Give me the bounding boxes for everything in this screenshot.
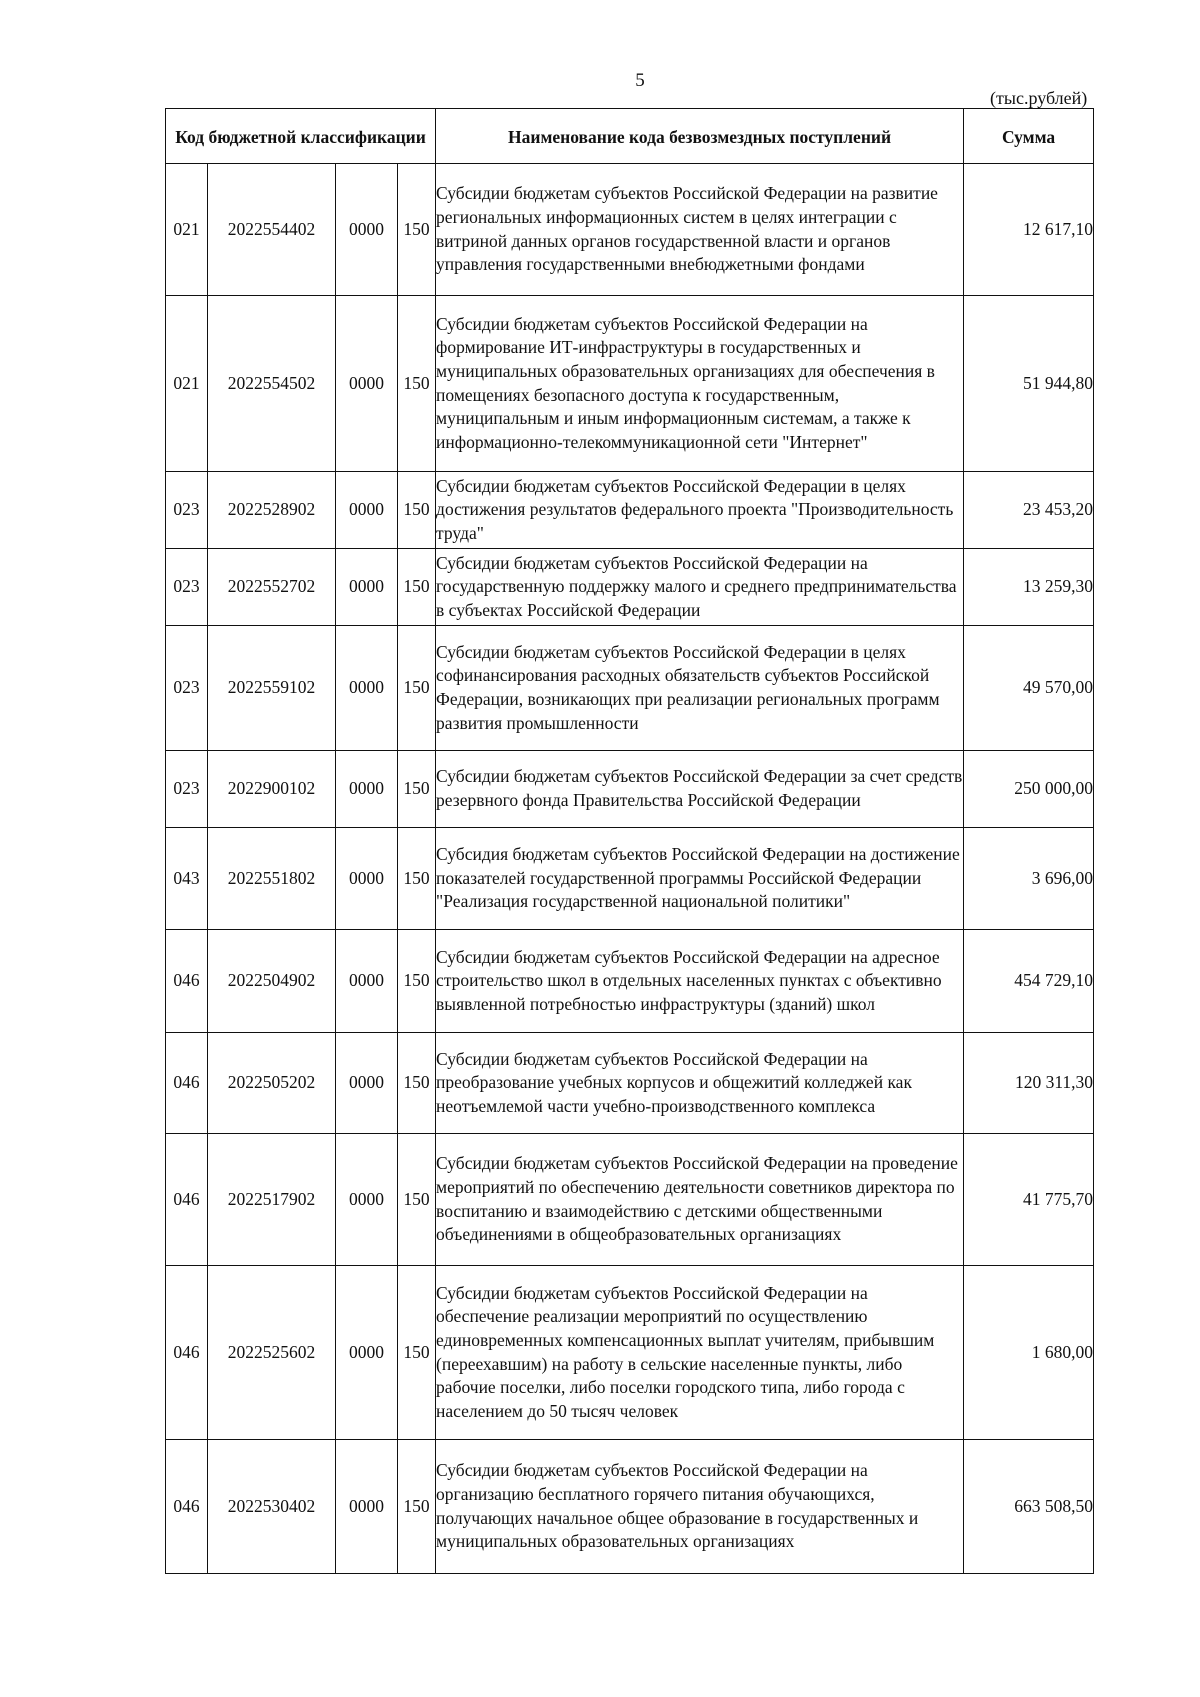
cell-name: Субсидия бюджетам субъектов Российской Федерации на достижение показателей государственной программы Российской Федерации "Реализация государственной национальной политики" bbox=[436, 828, 964, 930]
cell-name: Субсидии бюджетам субъектов Российской Федерации на проведение мероприятий по обеспечению деятельности советников директора по воспитанию и взаимодействию с детскими общественными объединениями в общеобразовательных организациях bbox=[436, 1134, 964, 1266]
cell-kosgu-code: 150 bbox=[398, 296, 436, 472]
cell-subtype-code: 0000 bbox=[336, 1033, 398, 1134]
cell-sum: 49 570,00 bbox=[964, 626, 1094, 751]
cell-sum: 41 775,70 bbox=[964, 1134, 1094, 1266]
cell-name: Субсидии бюджетам субъектов Российской Федерации за счет средств резервного фонда Правительства Российской Федерации bbox=[436, 751, 964, 828]
cell-name: Субсидии бюджетам субъектов Российской Федерации на обеспечение реализации мероприятий по осуществлению единовременных компенсационных выплат учителям, прибывшим (переехавшим) на работу в сельские населенные пункты, либо рабочие поселки, либо поселки городского типа, либо города с населением до 50 тысяч человек bbox=[436, 1266, 964, 1440]
cell-sum: 454 729,10 bbox=[964, 930, 1094, 1033]
cell-revenue-code: 2022900102 bbox=[208, 751, 336, 828]
cell-admin-code: 021 bbox=[166, 296, 208, 472]
cell-subtype-code: 0000 bbox=[336, 1266, 398, 1440]
header-name: Наименование кода безвозмездных поступлений bbox=[436, 109, 964, 164]
cell-sum: 12 617,10 bbox=[964, 164, 1094, 296]
table-row bbox=[166, 472, 1094, 549]
table-row bbox=[166, 164, 1094, 296]
cell-subtype-code: 0000 bbox=[336, 626, 398, 751]
cell-admin-code: 023 bbox=[166, 549, 208, 626]
cell-kosgu-code: 150 bbox=[398, 1440, 436, 1574]
cell-sum: 23 453,20 bbox=[964, 472, 1094, 549]
cell-revenue-code: 2022525602 bbox=[208, 1266, 336, 1440]
table-row bbox=[166, 1440, 1094, 1574]
cell-admin-code: 046 bbox=[166, 930, 208, 1033]
header-code: Код бюджетной классификации bbox=[166, 109, 436, 164]
cell-sum: 3 696,00 bbox=[964, 828, 1094, 930]
table-row bbox=[166, 1033, 1094, 1134]
cell-revenue-code: 2022554502 bbox=[208, 296, 336, 472]
header-sum: Сумма bbox=[964, 109, 1094, 164]
cell-revenue-code: 2022505202 bbox=[208, 1033, 336, 1134]
cell-subtype-code: 0000 bbox=[336, 751, 398, 828]
cell-subtype-code: 0000 bbox=[336, 296, 398, 472]
table-header-row bbox=[166, 109, 1094, 164]
table-row bbox=[166, 626, 1094, 751]
cell-kosgu-code: 150 bbox=[398, 930, 436, 1033]
cell-revenue-code: 2022554402 bbox=[208, 164, 336, 296]
cell-kosgu-code: 150 bbox=[398, 1266, 436, 1440]
cell-name: Субсидии бюджетам субъектов Российской Федерации на развитие региональных информационных систем в целях интеграции с витриной данных органов государственной власти и органов управления государственными внебюджетными фондами bbox=[436, 164, 964, 296]
cell-admin-code: 021 bbox=[166, 164, 208, 296]
cell-name: Субсидии бюджетам субъектов Российской Федерации на государственную поддержку малого и среднего предпринимательства в субъектах Российской Федерации bbox=[436, 549, 964, 626]
cell-kosgu-code: 150 bbox=[398, 472, 436, 549]
cell-admin-code: 023 bbox=[166, 751, 208, 828]
cell-kosgu-code: 150 bbox=[398, 828, 436, 930]
cell-admin-code: 046 bbox=[166, 1033, 208, 1134]
cell-subtype-code: 0000 bbox=[336, 1134, 398, 1266]
cell-kosgu-code: 150 bbox=[398, 549, 436, 626]
cell-admin-code: 046 bbox=[166, 1134, 208, 1266]
table-row bbox=[166, 549, 1094, 626]
cell-admin-code: 023 bbox=[166, 626, 208, 751]
cell-subtype-code: 0000 bbox=[336, 930, 398, 1033]
cell-kosgu-code: 150 bbox=[398, 1134, 436, 1266]
cell-subtype-code: 0000 bbox=[336, 1440, 398, 1574]
cell-admin-code: 046 bbox=[166, 1440, 208, 1574]
cell-name: Субсидии бюджетам субъектов Российской Федерации на формирование ИТ-инфраструктуры в государственных и муниципальных образовательных организациях для обеспечения в помещениях безопасного доступа к государственным, муниципальным и иным информационным системам, а также к информационно-телекоммуникационной сети "Интернет" bbox=[436, 296, 964, 472]
cell-sum: 250 000,00 bbox=[964, 751, 1094, 828]
cell-name: Субсидии бюджетам субъектов Российской Федерации на адресное строительство школ в отдельных населенных пунктах с объективно выявленной потребностью инфраструктуры (зданий) школ bbox=[436, 930, 964, 1033]
cell-kosgu-code: 150 bbox=[398, 164, 436, 296]
cell-revenue-code: 2022559102 bbox=[208, 626, 336, 751]
cell-revenue-code: 2022504902 bbox=[208, 930, 336, 1033]
cell-name: Субсидии бюджетам субъектов Российской Федерации в целях софинансирования расходных обязательств субъектов Российской Федерации, возникающих при реализации региональных программ развития промышленности bbox=[436, 626, 964, 751]
cell-name: Субсидии бюджетам субъектов Российской Федерации в целях достижения результатов федерального проекта "Производительность труда" bbox=[436, 472, 964, 549]
cell-subtype-code: 0000 bbox=[336, 549, 398, 626]
page-number: 5 bbox=[635, 70, 645, 91]
cell-subtype-code: 0000 bbox=[336, 472, 398, 549]
cell-sum: 120 311,30 bbox=[964, 1033, 1094, 1134]
unit-label: (тыс.рублей) bbox=[990, 88, 1088, 108]
cell-sum: 1 680,00 bbox=[964, 1266, 1094, 1440]
cell-revenue-code: 2022517902 bbox=[208, 1134, 336, 1266]
table-row bbox=[166, 751, 1094, 828]
table-row bbox=[166, 828, 1094, 930]
cell-kosgu-code: 150 bbox=[398, 751, 436, 828]
cell-admin-code: 043 bbox=[166, 828, 208, 930]
cell-name: Субсидии бюджетам субъектов Российской Федерации на организацию бесплатного горячего питания обучающихся, получающих начальное общее образование в государственных и муниципальных образовательных организациях bbox=[436, 1440, 964, 1574]
cell-sum: 13 259,30 bbox=[964, 549, 1094, 626]
cell-admin-code: 023 bbox=[166, 472, 208, 549]
cell-admin-code: 046 bbox=[166, 1266, 208, 1440]
cell-revenue-code: 2022528902 bbox=[208, 472, 336, 549]
cell-kosgu-code: 150 bbox=[398, 1033, 436, 1134]
cell-name: Субсидии бюджетам субъектов Российской Федерации на преобразование учебных корпусов и общежитий колледжей как неотъемлемой части учебно-производственного комплекса bbox=[436, 1033, 964, 1134]
cell-subtype-code: 0000 bbox=[336, 164, 398, 296]
table-row bbox=[166, 1134, 1094, 1266]
cell-sum: 663 508,50 bbox=[964, 1440, 1094, 1574]
budget-table bbox=[165, 108, 1094, 1574]
cell-sum: 51 944,80 bbox=[964, 296, 1094, 472]
cell-revenue-code: 2022552702 bbox=[208, 549, 336, 626]
cell-kosgu-code: 150 bbox=[398, 626, 436, 751]
cell-revenue-code: 2022530402 bbox=[208, 1440, 336, 1574]
table-row bbox=[166, 1266, 1094, 1440]
cell-subtype-code: 0000 bbox=[336, 828, 398, 930]
table-row bbox=[166, 296, 1094, 472]
cell-revenue-code: 2022551802 bbox=[208, 828, 336, 930]
table-row bbox=[166, 930, 1094, 1033]
